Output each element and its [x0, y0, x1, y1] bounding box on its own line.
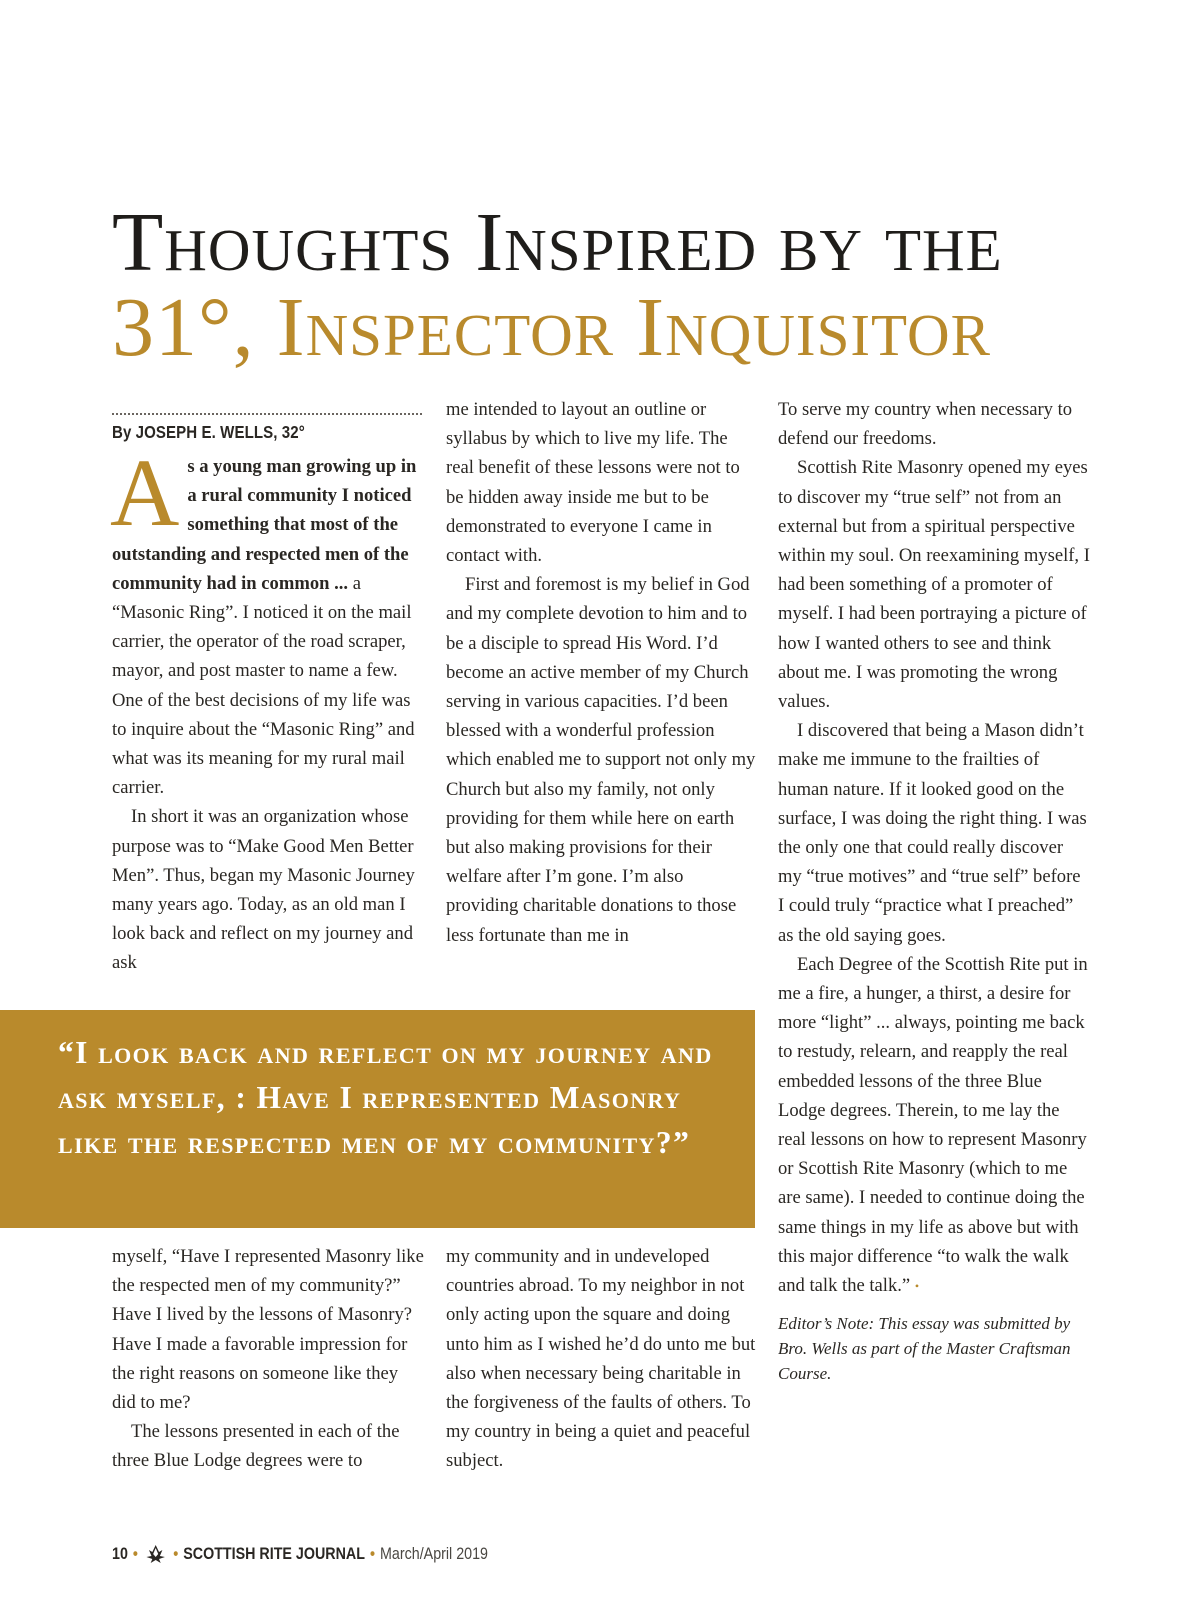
column-1-bottom: [112, 1242, 424, 1476]
paragraph: First and foremost is my belief in God and my complete devotion to him and to be a disciple to spread His Word. I’d become an active member of my Church serving in various capacities. I’d been blessed with a wonderful profession which enabled me to support not only my Church but also my family, not only providing for them while here on earth but also making provisions for their welfare after I’m gone. I’m also providing charitable donations to those less fortunate than me in: [446, 574, 756, 946]
paragraph: In short it was an organization whose purpose was to “Make Good Men Better Men”. Thus, began my Masonic Journey many years ago. Today, as an old man I look back and reflect on my journey and ask: [112, 806, 415, 974]
issue-date: March/April 2019: [380, 1544, 488, 1563]
paragraph: Scottish Rite Masonry opened my eyes to discover my “true self” not from an external but from a spiritual perspective within my soul. On reexamining myself, I had been something of a promoter of myself. I had been portraying a picture of how I wanted others to see and think about me. I was promoting the wrong values.: [778, 457, 1090, 713]
paragraph: I discovered that being a Mason didn’t make me immune to the frailties of human nature. If it looked good on the surface, I was doing the right thing. I was the only one that could really discover my “true motives” and “true self” before I could truly “practice what I preached” as the old saying goes.: [778, 720, 1087, 946]
end-mark-icon: •: [914, 1279, 920, 1294]
page-number: 10: [112, 1544, 128, 1563]
editor-note: Editor’s Note: This essay was submitted by Bro. Wells as part of the Master Craftsman Course.: [778, 1314, 1071, 1384]
pull-quote-box: [0, 1010, 755, 1228]
double-eagle-emblem-icon: [145, 1544, 167, 1564]
pull-quote-text: “I look back and reflect on my journey and ask myself, : Have I represented Masonry like the respected men of my community?”: [58, 1035, 713, 1160]
paragraph-text: a “Masonic Ring”. I noticed it on the mail carrier, the operator of the road scraper, mayor, and post master to name a few. One of the best decisions of my life was to inquire about the “Masonic Ring” and what was its meaning for my rural mail carrier.: [112, 572, 415, 799]
article-title-line2: 31°, Inspector Inquisitor: [112, 281, 991, 374]
paragraph: To serve my country when necessary to defend our freedoms.: [778, 399, 1073, 450]
footer-bullet: •: [173, 1544, 179, 1563]
paragraph-text: Each Degree of the Scottish Rite put in me a fire, a hunger, a thirst, a desire for more “light” ... always, pointing me back to restudy, relearn, and reapply the real embedded lessons of the three Blue Lodge degrees. Therein, to me lay the real lessons on how to represent Masonry or Scottish Rite Masonry (which to me are same). I needed to continue doing the same things in my life as above but with this major difference “to walk the walk and talk the talk.”: [778, 953, 1088, 1297]
paragraph: [110, 439, 424, 802]
column-2-bottom: [446, 1242, 756, 1476]
paragraph: my community and in undeveloped countries abroad. To my neighbor in not only acting upon the square and doing unto him as I wished he’d do unto me but also when necessary being charitable in the forgiveness of the faults of others. To my country in being a quiet and peaceful subject.: [446, 1246, 756, 1472]
paragraph: The lessons presented in each of the three Blue Lodge degrees were to: [112, 1421, 400, 1472]
footer-bullet: •: [369, 1544, 375, 1563]
column-3: [778, 395, 1090, 1386]
byline: By JOSEPH E. WELLS, 32°: [112, 422, 305, 442]
paragraph: myself, “Have I represented Masonry like the respected men of my community?” Have I lived by the lessons of Masonry? Have I made a favorable impression for the right reasons on someone like they did to me?: [112, 1246, 424, 1414]
paragraph: me intended to layout an outline or syllabus by which to live my life. The real benefit of these lessons were not to be hidden away inside me but to be demonstrated to everyone I came in contact with.: [446, 399, 740, 567]
column-2-top: [446, 395, 756, 950]
column-1-top: [110, 439, 424, 978]
paragraph: [778, 950, 1090, 1302]
byline-divider: [112, 413, 422, 415]
lead-in-text: s a young man growing up in a rural community I noticed something that most of the outstanding and respected men of the community had in common ...: [112, 456, 417, 594]
drop-cap: A: [110, 439, 180, 546]
page-footer: [112, 1544, 488, 1564]
article-title-line1: Thoughts Inspired by the: [112, 196, 1003, 289]
footer-bullet: •: [132, 1544, 138, 1563]
publication-name: SCOTTISH RITE JOURNAL: [183, 1544, 365, 1563]
